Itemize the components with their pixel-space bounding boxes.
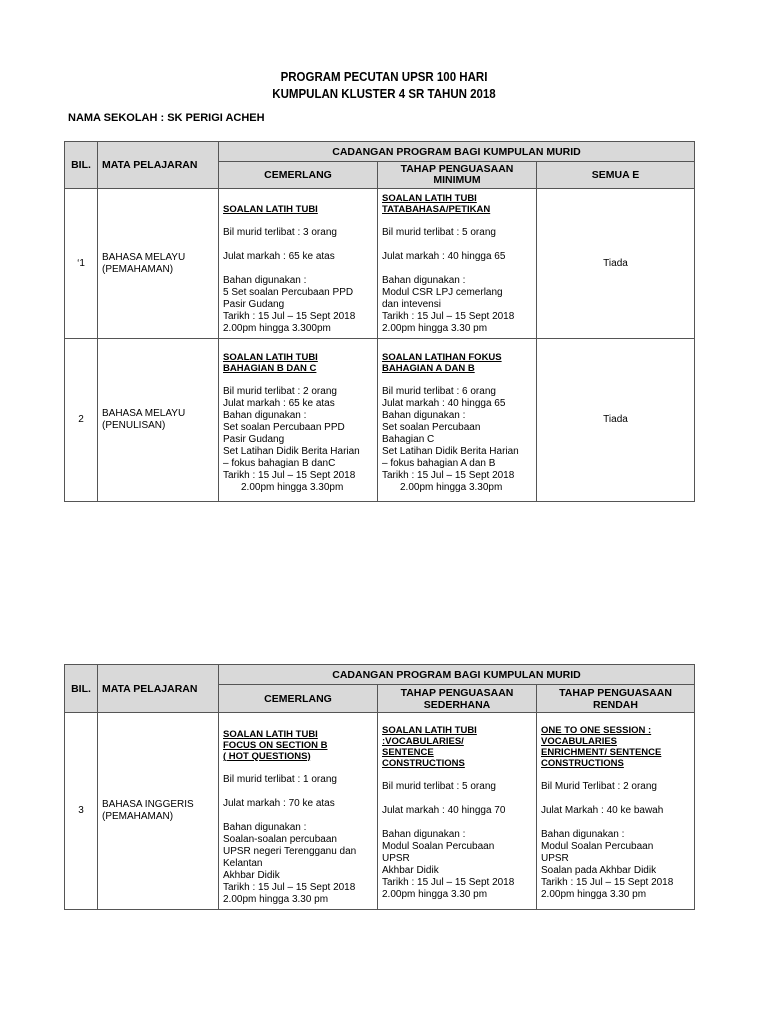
text-line: Tarikh : 15 Jul – 15 Sept 2018 <box>223 470 356 481</box>
text-line: SOALAN LATIH TUBI <box>223 728 318 740</box>
program-heading <box>382 352 532 374</box>
program-heading <box>382 193 532 215</box>
text-line: SOALAN LATIHAN FOKUS <box>382 352 502 363</box>
text-line: Set Latihan Didik Berita Harian <box>223 446 360 457</box>
text-line: Set soalan Percubaan <box>382 422 481 433</box>
text-line: 2.00pm hingga 3.30 pm <box>223 893 329 905</box>
text-line: 5 Set soalan Percubaan PPD <box>223 287 354 298</box>
text-line: Bil murid terlibat : 6 orang <box>382 386 496 397</box>
title-line-1: PROGRAM PECUTAN UPSR 100 HARI <box>280 70 488 84</box>
table-row <box>65 189 695 339</box>
materials-info <box>382 275 532 335</box>
text-line: Modul CSR LPJ cemerlang <box>382 286 503 298</box>
text-line: UPSR negeri Terengganu dan <box>223 845 357 857</box>
text-line: 2.00pm hingga 3.30 pm <box>382 889 488 900</box>
text-line: Akhbar Didik <box>382 865 439 876</box>
program-cell-rendah <box>537 713 695 910</box>
subject-name: BAHASA MELAYU <box>102 408 186 419</box>
text-line: Julat markah : 40 hingga 65 <box>382 398 506 409</box>
text-line: UPSR <box>541 853 569 864</box>
text-line: – fokus bahagian B danC <box>223 458 336 469</box>
row-number: 2 <box>65 339 98 502</box>
text-line: Soalan pada Akhbar Didik <box>541 865 657 876</box>
program-heading <box>223 204 373 215</box>
text-line: SENTENCE <box>382 747 434 758</box>
text-line: Bahan digunakan : <box>382 829 466 840</box>
text-line: SOALAN LATIH TUBI <box>223 352 318 363</box>
text-line: SOALAN LATIH TUBI <box>382 725 477 736</box>
text-line: Tarikh : 15 Jul – 15 Sept 2018 <box>223 881 356 893</box>
marks-range <box>223 798 373 810</box>
text-line: – fokus bahagian A dan B <box>382 458 496 469</box>
text-line: ( HOT QUESTIONS) <box>223 750 311 762</box>
text-line: Bahan digunakan : <box>382 410 466 421</box>
title-line-2: KUMPULAN KLUSTER 4 SR TAHUN 2018 <box>272 87 496 101</box>
col-header-bil: BIL. <box>65 665 98 713</box>
text-line: FOCUS ON SECTION B <box>223 739 328 751</box>
text-line: TATABAHASA/PETIKAN <box>382 203 491 215</box>
text-line: Julat markah : 40 hingga 70 <box>382 805 506 816</box>
subject-cell <box>98 189 219 339</box>
col-header-minimum: TAHAP PENGUASAAN MINIMUM <box>378 162 537 189</box>
text-line: Tarikh : 15 Jul – 15 Sept 2018 <box>541 877 674 888</box>
text-line: Bahan digunakan : <box>223 410 307 421</box>
text-line: CONSTRUCTIONS <box>382 758 465 769</box>
col-header-semua-e: SEMUA E <box>537 162 695 189</box>
text-line: Pasir Gudang <box>223 299 285 310</box>
text-line: 2.00pm hingga 3.30 pm <box>382 322 488 334</box>
subject-part: (PEMAHAMAN) <box>102 811 174 822</box>
program-cell-minimum <box>378 189 537 339</box>
col-header-sederhana: TAHAP PENGUASAAN SEDERHANA <box>378 685 537 713</box>
col-header-mata-pelajaran: MATA PELAJARAN <box>98 665 219 713</box>
text-line: Julat Markah : 40 ke bawah <box>541 805 664 816</box>
col-header-group: CADANGAN PROGRAM BAGI KUMPULAN MURID <box>219 665 695 685</box>
text-line: Julat markah : 65 ke atas <box>223 398 335 409</box>
text-line: ENRICHMENT/ SENTENCE <box>541 747 662 758</box>
text-line: Julat markah : 70 ke atas <box>223 797 335 809</box>
text-line: Bil murid terlibat : 1 orang <box>223 773 337 785</box>
row-number: ‘1 <box>65 189 98 339</box>
subject-part: (PEMAHAMAN) <box>102 263 174 275</box>
time-range: 2.00pm hingga 3.30pm <box>241 482 344 493</box>
materials-info <box>382 829 532 901</box>
marks-range <box>223 251 373 263</box>
students-info <box>382 227 532 239</box>
text-line: Bil murid terlibat : 2 orang <box>223 386 337 397</box>
program-heading <box>223 352 373 374</box>
program-cell-minimum <box>378 339 537 502</box>
program-cell-semua-e: Tiada <box>537 189 695 339</box>
text-line: Soalan-soalan percubaan <box>223 833 337 845</box>
col-header-group: CADANGAN PROGRAM BAGI KUMPULAN MURID <box>219 142 695 162</box>
program-table-1 <box>64 141 695 502</box>
subject-part: (PENULISAN) <box>102 420 166 431</box>
col-header-mata-pelajaran: MATA PELAJARAN <box>98 142 219 189</box>
table-row <box>65 713 695 910</box>
program-cell-sederhana <box>378 713 537 910</box>
program-cell-cemerlang <box>219 339 378 502</box>
marks-range <box>382 805 532 817</box>
materials-info <box>223 822 373 906</box>
time-range: 2.00pm hingga 3.30pm <box>400 482 503 493</box>
text-line: :VOCABULARIES/ <box>382 736 464 747</box>
program-details <box>382 386 532 482</box>
text-line: SOALAN LATIH TUBI <box>223 204 318 215</box>
subject-name: BAHASA MELAYU <box>102 251 186 263</box>
text-line: BAHAGIAN B DAN C <box>223 363 317 374</box>
subject-name: BAHASA INGGERIS <box>102 799 194 810</box>
text-line: 2.00pm hingga 3.300pm <box>223 323 331 334</box>
text-line: CONSTRUCTIONS <box>541 758 624 769</box>
text-line: Tarikh : 15 Jul – 15 Sept 2018 <box>382 310 515 322</box>
students-info <box>223 227 373 239</box>
program-table-2 <box>64 664 695 910</box>
program-heading <box>541 725 690 769</box>
text-line: Bil murid terlibat : 5 orang <box>382 226 496 238</box>
materials-info <box>541 829 690 901</box>
text-line: Modul Soalan Percubaan <box>382 841 495 852</box>
program-heading <box>382 725 532 769</box>
text-line: Julat markah : 65 ke atas <box>223 251 335 262</box>
program-cell-cemerlang <box>219 189 378 339</box>
subject-cell <box>98 339 219 502</box>
text-line: Bahan digunakan : <box>223 821 307 833</box>
subject-cell <box>98 713 219 910</box>
text-line: Tarikh : 15 Jul – 15 Sept 2018 <box>382 877 515 888</box>
text-line: Bahan digunakan : <box>541 829 625 840</box>
text-line: UPSR <box>382 853 410 864</box>
text-line: Bahan digunakan : <box>223 275 307 286</box>
program-details <box>223 386 373 482</box>
materials-info <box>223 275 373 335</box>
text-line: Tarikh : 15 Jul – 15 Sept 2018 <box>382 470 515 481</box>
students-info <box>382 781 532 793</box>
text-line: Julat markah : 40 hingga 65 <box>382 250 506 262</box>
text-line: Set Latihan Didik Berita Harian <box>382 446 519 457</box>
col-header-rendah: TAHAP PENGUASAAN RENDAH <box>537 685 695 713</box>
marks-range <box>541 805 690 817</box>
students-info <box>223 774 373 786</box>
text-line: Bil Murid Terlibat : 2 orang <box>541 781 657 792</box>
col-header-cemerlang: CEMERLANG <box>219 685 378 713</box>
table-row <box>65 339 695 502</box>
marks-range <box>382 251 532 263</box>
text-line: SOALAN LATIH TUBI <box>382 192 477 204</box>
program-cell-cemerlang <box>219 713 378 910</box>
students-info <box>541 781 690 793</box>
text-line: Pasir Gudang <box>223 434 285 445</box>
col-header-cemerlang: CEMERLANG <box>219 162 378 189</box>
row-number: 3 <box>65 713 98 910</box>
text-line: Set soalan Percubaan PPD <box>223 422 345 433</box>
program-heading <box>223 729 373 762</box>
text-line: 2.00pm hingga 3.30 pm <box>541 889 647 900</box>
text-line: Bil murid terlibat : 5 orang <box>382 781 496 792</box>
text-line: Bahan digunakan : <box>382 274 466 286</box>
text-line: dan intevensi <box>382 298 441 310</box>
text-line: Tarikh : 15 Jul – 15 Sept 2018 <box>223 311 356 322</box>
text-line: Bahagian C <box>382 434 435 445</box>
text-line: Kelantan <box>223 857 263 869</box>
text-line: Bil murid terlibat : 3 orang <box>223 227 337 238</box>
text-line: Akhbar Didik <box>223 869 280 881</box>
school-name: NAMA SEKOLAH : SK PERIGI ACHEH <box>68 112 265 124</box>
text-line: Modul Soalan Percubaan <box>541 841 654 852</box>
text-line: BAHAGIAN A DAN B <box>382 363 475 374</box>
col-header-bil: BIL. <box>65 142 98 189</box>
program-cell-semua-e: Tiada <box>537 339 695 502</box>
text-line: ONE TO ONE SESSION : <box>541 725 652 736</box>
text-line: VOCABULARIES <box>541 736 618 747</box>
